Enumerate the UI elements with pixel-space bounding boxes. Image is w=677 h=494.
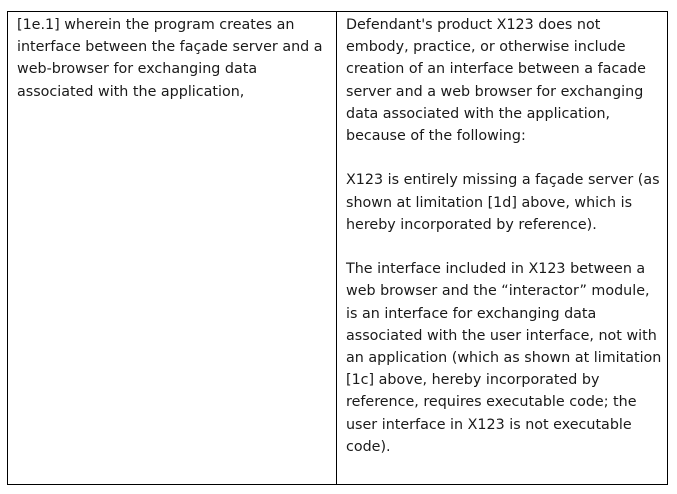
claim-limitation-cell: [8, 12, 337, 484]
infringement-analysis-cell: [337, 12, 667, 484]
claim-chart-table: [7, 11, 668, 485]
claim-limitation-text: [1e.1] wherein the program creates an interface between the façade server and a web-browser for exchanging data associated with the application,: [17, 17, 323, 100]
analysis-paragraph-summary: Defendant's product X123 does not embody, practice, or otherwise include creation of an interface between a facade server and a web browser for exchanging data associated with the application, because of the following:: [346, 17, 646, 145]
analysis-paragraph-facade-server: X123 is entirely missing a façade server (as shown at limitation [1d] above, which is hereby incorporated by reference).: [346, 172, 660, 233]
analysis-paragraph-interface: The interface included in X123 between a web browser and the “interactor” module, is an interface for exchanging data associated with the user interface, not with an application (which as shown at limitation [1c] above, hereby incorporated by reference, requires executable code; the user interface in X123 is not executable code).: [346, 261, 662, 455]
